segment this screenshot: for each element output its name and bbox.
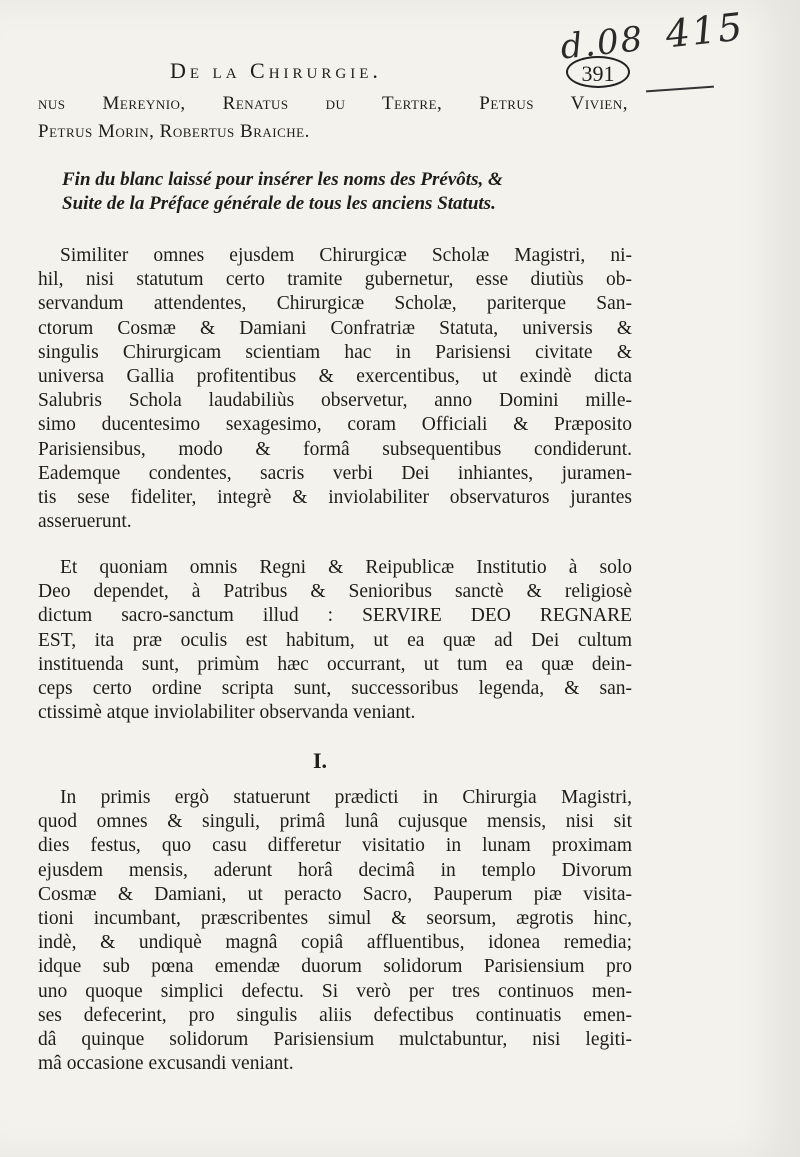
text-line: indè, & undiquè magnâ copiâ affluentibus, idonea remedia; bbox=[38, 932, 632, 954]
text-line: Cosmæ & Damiani, ut peracto Sacro, Pauperum piæ visita- bbox=[38, 883, 632, 905]
text-line: ses defecerint, pro singulis aliis defectibus continuatis emen- bbox=[38, 1004, 632, 1026]
text-line: Salubris Schola laudabiliùs observetur, anno Domini mille- bbox=[38, 390, 632, 412]
text-line: singulis Chirurgicam scientiam hac in Parisiensi civitate & bbox=[38, 341, 632, 363]
text-line: Et quoniam omnis Regni & Reipublicæ Institutio à solo bbox=[60, 557, 632, 578]
paragraph-institutio bbox=[38, 556, 632, 725]
text-line: tioni incumbant, præscribentes simul & seorsum, ægrotis hinc, bbox=[38, 908, 632, 930]
note-line-2: Suite de la Préface générale de tous les anciens Statuts. bbox=[62, 193, 496, 214]
text-line: In primis ergò statuerunt prædicti in Chirurgia Magistri, bbox=[60, 787, 632, 808]
text-line: idque sub pœna emendæ duorum solidorum Parisiensium pro bbox=[38, 956, 632, 978]
text-line: Parisiensibus, modo & formâ subsequentibus condiderunt. bbox=[38, 438, 632, 460]
handwritten-underline bbox=[646, 86, 714, 93]
paragraph-preface bbox=[38, 244, 632, 534]
text-line: EST, ita præ oculis est habitum, ut ea quæ ad Dei cultum bbox=[38, 629, 632, 651]
text-line: asseruerunt. bbox=[38, 511, 132, 533]
text-line: mâ occasione excusandi veniant. bbox=[38, 1053, 294, 1075]
text-line: ceps certo ordine scripta sunt, successoribus legenda, & san- bbox=[38, 678, 632, 700]
section-number: I. bbox=[312, 748, 328, 773]
text-line: quod omnes & singuli, primâ lunâ cujusque mensis, nisi sit bbox=[38, 811, 632, 833]
handwritten-number: 415 bbox=[663, 4, 747, 57]
text-line: Eademque condentes, sacris verbi Dei inhiantes, juramen- bbox=[38, 462, 632, 484]
text-line: ctorum Cosmæ & Damiani Confratriæ Statuta, universis & bbox=[38, 317, 632, 339]
names-line-1: nus Mereynio, Renatus du Tertre, Petrus Vivien, bbox=[38, 93, 628, 114]
text-line: uno quoque simplici defectu. Si verò per tres continuos men- bbox=[38, 980, 632, 1002]
text-line: dies festus, quo casu differetur visitatio in lunam proximam bbox=[38, 835, 632, 857]
text-line: simo ducentesimo sexagesimo, coram Officiali & Præposito bbox=[38, 414, 632, 436]
text-line: dâ quinque solidorum Parisiensium mulctabuntur, nisi legiti- bbox=[38, 1029, 632, 1051]
paragraph-article-1 bbox=[38, 786, 632, 1076]
text-line: ctissimè atque inviolabiliter observanda veniant. bbox=[38, 702, 416, 724]
names-line-2: Petrus Morin, Robertus Braiche. bbox=[38, 121, 310, 142]
text-line: ejusdem mensis, aderunt horâ decimâ in templo Divorum bbox=[38, 859, 632, 881]
running-title: De la Chirurgie. bbox=[170, 58, 382, 83]
page-number: 391 bbox=[566, 56, 630, 88]
text-line: tis sese fideliter, integrè & inviolabiliter observaturos jurantes bbox=[38, 487, 632, 509]
text-line: dictum sacro-sanctum illud : SERVIRE DEO REGNARE bbox=[38, 605, 632, 627]
text-line: universa Gallia profitentibus & exercentibus, ut exindè dicta bbox=[38, 366, 632, 388]
names-list bbox=[38, 90, 628, 146]
text-line: hil, nisi statutum certo tramite gubernetur, esse diutiùs ob- bbox=[38, 269, 632, 291]
text-line: servandum attendentes, Chirurgicæ Scholæ, pariterque San- bbox=[38, 293, 632, 315]
italic-note bbox=[62, 168, 628, 216]
note-line-1: Fin du blanc laissé pour insérer les noms des Prévôts, & bbox=[62, 169, 503, 190]
text-line: instituenda sunt, primùm hæc occurrant, ut tum ea quæ dein- bbox=[38, 653, 632, 675]
text-line: Similiter omnes ejusdem Chirurgicæ Scholæ Magistri, ni- bbox=[60, 245, 632, 266]
text-line: Deo dependet, à Patribus & Senioribus sanctè & religiosè bbox=[38, 581, 632, 603]
handwritten-shelfmark: d.08 bbox=[558, 18, 647, 68]
